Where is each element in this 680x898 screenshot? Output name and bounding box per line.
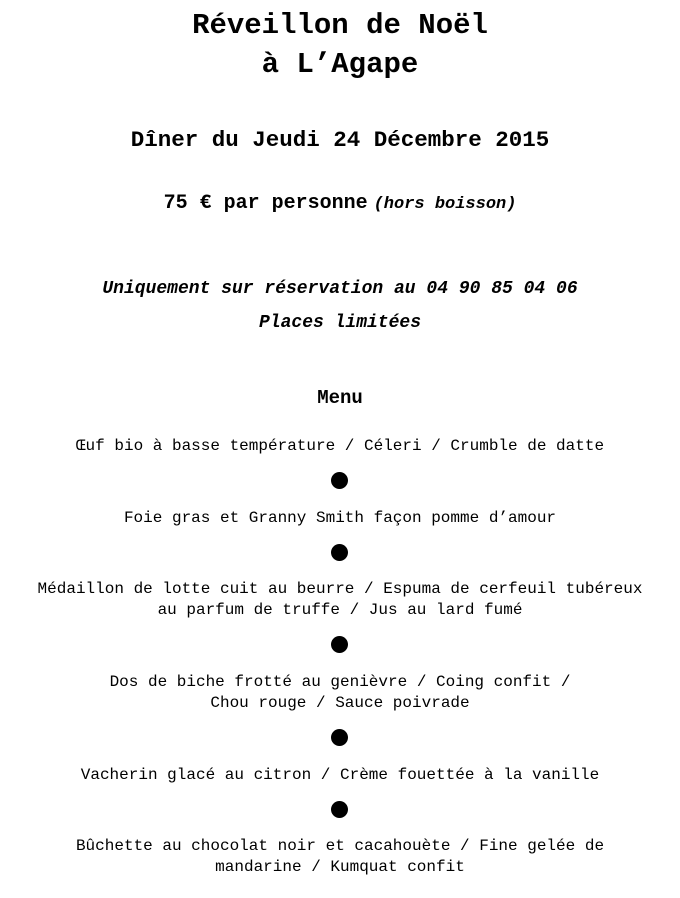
price-note: (hors boisson)	[373, 195, 517, 214]
separator-dot-icon	[331, 636, 348, 653]
course-4-line-2: Chou rouge / Sauce poivrade	[210, 694, 470, 712]
course-3-line-2: au parfum de truffe / Jus au lard fumé	[157, 601, 523, 619]
course-4	[0, 672, 680, 714]
menu-heading: Menu	[317, 387, 363, 409]
price-amount: 75 € par personne	[163, 192, 368, 215]
separator-dot-icon	[331, 801, 348, 818]
course-3-line-1: Médaillon de lotte cuit au beurre / Espuma de cerfeuil tubéreux	[37, 580, 643, 598]
event-date: Dîner du Jeudi 24 Décembre 2015	[130, 127, 550, 153]
course-1-line-1: Œuf bio à basse température / Céleri / Crumble de datte	[75, 437, 605, 455]
reservation-notice: Uniquement sur réservation au 04 90 85 04 06	[102, 279, 578, 299]
course-6	[0, 836, 680, 878]
price-line	[0, 191, 680, 218]
course-6-line-2: mandarine / Kumquat confit	[215, 858, 465, 876]
course-1	[0, 436, 680, 457]
course-4-line-1: Dos de biche frotté au genièvre / Coing confit /	[109, 673, 571, 691]
course-6-line-1: Bûchette au chocolat noir et cacahouète / Fine gelée de	[75, 837, 605, 855]
page-title-line-1: Réveillon de Noël	[192, 9, 488, 42]
course-2	[0, 508, 680, 529]
course-5-line-1: Vacherin glacé au citron / Crème fouettée à la vanille	[80, 766, 600, 784]
course-2-line-1: Foie gras et Granny Smith façon pomme d’amour	[123, 509, 557, 527]
limited-places-notice: Places limitées	[258, 313, 422, 333]
separator-dot-icon	[331, 472, 348, 489]
separator-dot-icon	[331, 729, 348, 746]
course-3	[0, 579, 680, 621]
page-title-line-2: à L’Agape	[261, 48, 419, 81]
course-5	[0, 765, 680, 786]
separator-dot-icon	[331, 544, 348, 561]
